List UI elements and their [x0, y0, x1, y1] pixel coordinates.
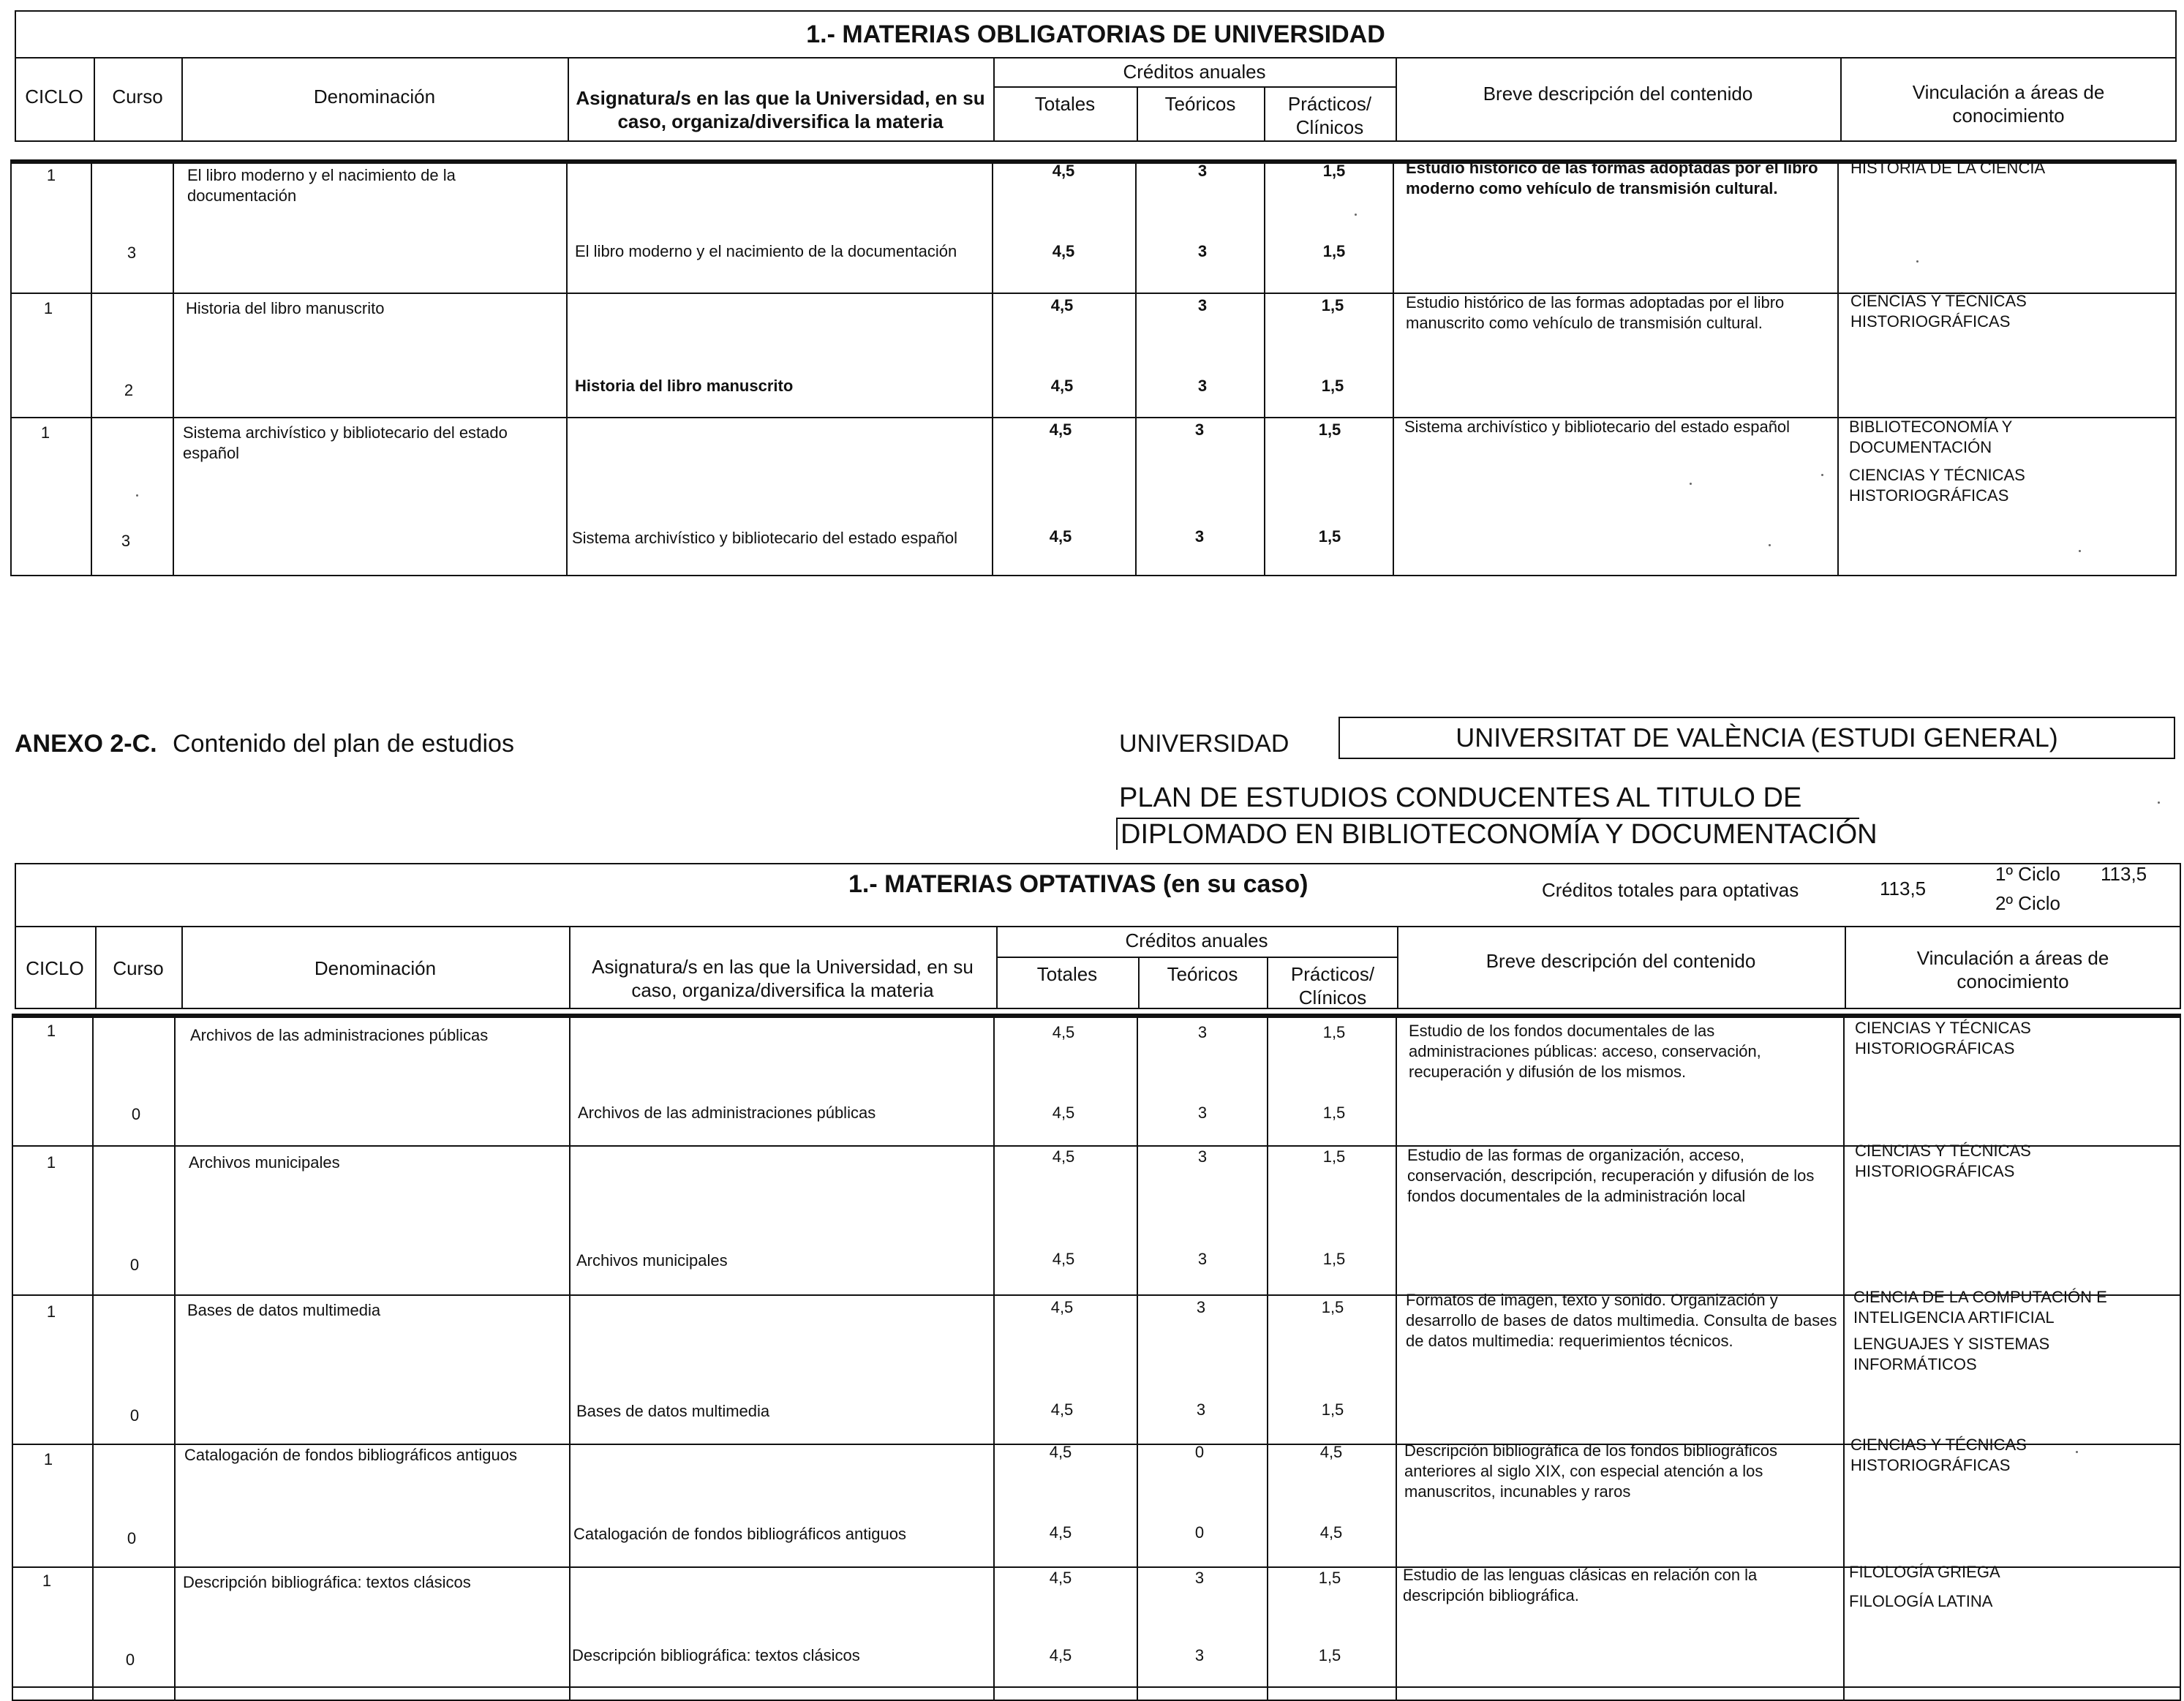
- ciclo-cell: 1: [46, 1153, 56, 1172]
- area-cell: FILOLOGÍA LATINA: [1849, 1592, 1993, 1610]
- totales-cell: 4,5: [1049, 1443, 1072, 1461]
- area-cell: CIENCIAS Y TÉCNICAS HISTORIOGRÁFICAS: [1850, 1436, 2027, 1474]
- header-teoricos: Teóricos: [1167, 963, 1238, 985]
- creditos-totales-value: 113,5: [1880, 878, 1927, 899]
- denominacion-cell: Archivos de las administraciones públicas: [190, 1026, 489, 1044]
- ciclo-cell: 1: [43, 1450, 53, 1468]
- practicos-cell: 1,5: [1322, 1023, 1346, 1041]
- asignatura-cell: Archivos de las administraciones públicas: [578, 1104, 876, 1122]
- ciclo-cell: 1: [46, 1022, 56, 1040]
- totales-cell: 4,5: [1052, 162, 1075, 180]
- curso-cell: 0: [131, 1105, 141, 1123]
- practicos-cell: 1,5: [1321, 1298, 1344, 1316]
- denominacion-cell: Catalogación de fondos bibliográficos antiguos: [184, 1446, 517, 1464]
- teoricos-cell: 3: [1197, 1104, 1208, 1122]
- teoricos-cell: 3: [1197, 1147, 1208, 1166]
- totales-cell: 4,5: [1050, 296, 1074, 314]
- asignatura-cell: Bases de datos multimedia: [576, 1402, 770, 1420]
- curso-cell: 0: [125, 1651, 135, 1669]
- area-cell: CIENCIAS Y TÉCNICAS HISTORIOGRÁFICAS: [1850, 292, 2027, 331]
- header-ciclo: CICLO: [26, 957, 84, 979]
- table1-body: [10, 159, 2177, 576]
- practicos-cell: 1,5: [1321, 296, 1344, 314]
- totales-cell: 4,5: [1049, 1569, 1072, 1587]
- header-ciclo: CICLO: [25, 86, 83, 108]
- totales-cell: 4,5: [1052, 1250, 1075, 1268]
- descripcion-cell: Descripción bibliográfica de los fondos bibliográficos anteriores al siglo XIX, con especial atención a los manuscritos, incunables y raros: [1404, 1441, 1777, 1501]
- annex-label: ANEXO 2-C.: [15, 730, 157, 758]
- curso-cell: 3: [127, 244, 137, 262]
- practicos-cell: 1,5: [1322, 1250, 1346, 1268]
- header-vinculacion: Vinculación a áreas de conocimiento: [1916, 947, 2109, 992]
- titulo-value: DIPLOMADO EN BIBLIOTECONOMÍA Y DOCUMENTACIÓN: [1116, 818, 1859, 850]
- asignatura-cell: Historia del libro manuscrito: [575, 377, 794, 395]
- totales-cell: 4,5: [1050, 1298, 1074, 1316]
- teoricos-cell: 0: [1194, 1523, 1205, 1542]
- curso-cell: 0: [127, 1529, 137, 1547]
- asignatura-cell: Catalogación de fondos bibliográficos antiguos: [573, 1525, 906, 1543]
- header-asignatura: Asignatura/s en las que la Universidad, en su caso, organiza/diversifica la materia: [576, 87, 985, 132]
- teoricos-cell: 3: [1194, 1646, 1205, 1664]
- teoricos-cell: 3: [1197, 296, 1208, 314]
- teoricos-cell: 0: [1194, 1443, 1205, 1461]
- header-vinculacion: Vinculación a áreas de conocimiento: [1912, 81, 2105, 127]
- header-asignatura: Asignatura/s en las que la Universidad, en su caso, organiza/diversifica la materia: [592, 956, 974, 1001]
- teoricos-cell: 3: [1197, 1023, 1208, 1041]
- teoricos-cell: 3: [1197, 1250, 1208, 1268]
- ciclo-cell: 1: [40, 423, 50, 442]
- area-cell: CIENCIAS Y TÉCNICAS HISTORIOGRÁFICAS: [1855, 1142, 2031, 1180]
- descripcion-cell: Estudio de las formas de organización, acceso, conservación, descripción, recuperación y difusión de los fondos documentales de la administración local: [1407, 1146, 1815, 1205]
- descripcion-cell: Estudio de los fondos documentales de las administraciones públicas: acceso, conservación, recuperación y difusión de los mismos.: [1409, 1022, 1761, 1081]
- totales-cell: 4,5: [1050, 1400, 1074, 1419]
- header-practicos: Prácticos/ Clínicos: [1290, 963, 1375, 1008]
- area-cell: CIENCIA DE LA COMPUTACIÓN E INTELIGENCIA ARTIFICIAL: [1853, 1288, 2107, 1327]
- practicos-cell: 1,5: [1318, 1569, 1341, 1587]
- creditos-totales-label: Créditos totales para optativas: [1542, 879, 1799, 901]
- header-curso: Curso: [112, 86, 163, 108]
- teoricos-cell: 3: [1196, 1400, 1206, 1419]
- practicos-cell: 4,5: [1319, 1443, 1343, 1461]
- ciclo1-value: 113,5: [2101, 863, 2147, 885]
- descripcion-cell: Formatos de imagen, texto y sonido. Organización y desarrollo de bases de datos multimedia. Consulta de bases de datos multimedia: requerimientos técnicos.: [1406, 1291, 1837, 1350]
- teoricos-cell: 3: [1196, 1298, 1206, 1316]
- area-cell: CIENCIAS Y TÉCNICAS HISTORIOGRÁFICAS: [1849, 466, 2025, 505]
- header-denominacion: Denominación: [313, 86, 436, 108]
- practicos-cell: 1,5: [1322, 1104, 1346, 1122]
- plan-label: PLAN DE ESTUDIOS CONDUCENTES AL TITULO DE: [1119, 782, 1802, 813]
- teoricos-cell: 3: [1194, 527, 1205, 546]
- totales-cell: 4,5: [1049, 1646, 1072, 1664]
- teoricos-cell: 3: [1197, 377, 1208, 395]
- header-practicos: Prácticos/ Clínicos: [1287, 93, 1372, 138]
- curso-cell: 0: [129, 1406, 140, 1425]
- denominacion-cell: Historia del libro manuscrito: [186, 299, 385, 317]
- totales-cell: 4,5: [1052, 1104, 1075, 1122]
- ciclo2-label: 2º Ciclo: [1995, 892, 2060, 914]
- area-cell: HISTORIA DE LA CIENCIA: [1850, 159, 2046, 177]
- area-cell: BIBLIOTECONOMÍA Y DOCUMENTACIÓN: [1849, 418, 2012, 456]
- descripcion-cell: Estudio de las lenguas clásicas en relación con la descripción bibliográfica.: [1403, 1566, 1758, 1604]
- header-curso: Curso: [113, 957, 164, 979]
- denominacion-cell: Sistema archivístico y bibliotecario del estado español: [183, 423, 508, 462]
- practicos-cell: 1,5: [1321, 377, 1344, 395]
- practicos-cell: 1,5: [1322, 1147, 1346, 1166]
- denominacion-cell: Descripción bibliográfica: textos clásicos: [183, 1573, 471, 1591]
- ciclo1-label: 1º Ciclo: [1995, 863, 2060, 885]
- denominacion-cell: Bases de datos multimedia: [187, 1301, 381, 1319]
- asignatura-cell: Archivos municipales: [576, 1251, 728, 1270]
- practicos-cell: 1,5: [1322, 162, 1346, 180]
- header-creditos: Créditos anuales: [1125, 929, 1268, 951]
- area-cell: CIENCIAS Y TÉCNICAS HISTORIOGRÁFICAS: [1855, 1019, 2031, 1057]
- totales-cell: 4,5: [1050, 377, 1074, 395]
- descripcion-cell: Estudio histórico de las formas adoptadas por el libro moderno como vehículo de transmisión cultural.: [1406, 159, 1818, 197]
- ciclo-cell: 1: [43, 299, 53, 317]
- table1-title: 1.- MATERIAS OBLIGATORIAS DE UNIVERSIDAD: [806, 20, 1385, 48]
- totales-cell: 4,5: [1049, 1523, 1072, 1542]
- table2-title: 1.- MATERIAS OPTATIVAS (en su caso): [848, 870, 1308, 898]
- ciclo-cell: 1: [46, 166, 56, 184]
- descripcion-cell: Estudio histórico de las formas adoptadas por el libro manuscrito como vehículo de transmisión cultural.: [1406, 293, 1785, 332]
- ciclo-cell: 1: [42, 1572, 52, 1590]
- practicos-cell: 1,5: [1322, 242, 1346, 260]
- teoricos-cell: 3: [1194, 1569, 1205, 1587]
- practicos-cell: 1,5: [1318, 1646, 1341, 1664]
- annex-subtitle: Contenido del plan de estudios: [173, 730, 514, 758]
- totales-cell: 4,5: [1052, 242, 1075, 260]
- practicos-cell: 1,5: [1321, 1400, 1344, 1419]
- practicos-cell: 1,5: [1318, 527, 1341, 546]
- teoricos-cell: 3: [1197, 162, 1208, 180]
- practicos-cell: 4,5: [1319, 1523, 1343, 1542]
- asignatura-cell: El libro moderno y el nacimiento de la documentación: [575, 242, 957, 260]
- teoricos-cell: 3: [1197, 242, 1208, 260]
- header-descripcion: Breve descripción del contenido: [1483, 83, 1753, 105]
- denominacion-cell: Archivos municipales: [189, 1153, 340, 1172]
- totales-cell: 4,5: [1049, 420, 1072, 439]
- asignatura-cell: Sistema archivístico y bibliotecario del estado español: [572, 529, 958, 547]
- header-denominacion: Denominación: [314, 957, 437, 979]
- curso-cell: 3: [121, 532, 131, 550]
- header-descripcion: Breve descripción del contenido: [1486, 950, 1756, 972]
- universidad-label: UNIVERSIDAD: [1119, 730, 1289, 758]
- ciclo-cell: 1: [46, 1302, 56, 1321]
- asignatura-cell: Descripción bibliográfica: textos clásicos: [572, 1646, 860, 1664]
- descripcion-cell: Sistema archivístico y bibliotecario del estado español: [1404, 418, 1790, 436]
- area-cell: LENGUAJES Y SISTEMAS INFORMÁTICOS: [1853, 1335, 2050, 1373]
- header-teoricos: Teóricos: [1164, 93, 1236, 115]
- header-totales: Totales: [1036, 963, 1098, 985]
- practicos-cell: 1,5: [1318, 420, 1341, 439]
- area-cell: FILOLOGÍA GRIEGA: [1849, 1563, 2000, 1581]
- header-creditos: Créditos anuales: [1123, 61, 1266, 83]
- universidad-value: UNIVERSITAT DE VALÈNCIA (ESTUDI GENERAL): [1338, 717, 2175, 759]
- denominacion-cell: El libro moderno y el nacimiento de la documentación: [187, 166, 456, 205]
- totales-cell: 4,5: [1052, 1023, 1075, 1041]
- curso-cell: 2: [124, 381, 134, 399]
- totales-cell: 4,5: [1049, 527, 1072, 546]
- teoricos-cell: 3: [1194, 420, 1205, 439]
- header-totales: Totales: [1034, 93, 1096, 115]
- totales-cell: 4,5: [1052, 1147, 1075, 1166]
- curso-cell: 0: [129, 1256, 140, 1274]
